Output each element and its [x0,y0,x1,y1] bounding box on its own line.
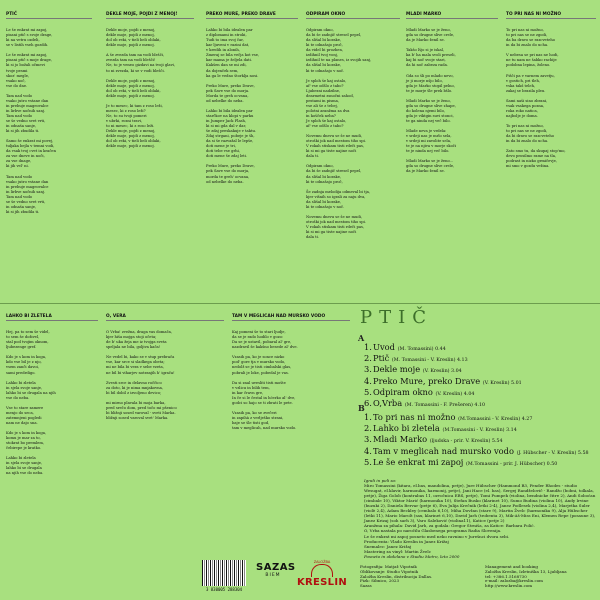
song-title: LAHKO BI ZLETELA [6,314,98,321]
side-a-label: A [358,333,365,343]
lyrics-column-mladi-marko [406,7,498,180]
lyrics-text: Lahko bi bila idealen par z diplomami in stroki, Tudi to ima svoj čar, kar ljuveni v razini dat, v kredih in alonih, Zmeraj se bila večja kot vse, kar mama je željela dati. Kakšen dan se mi zdi, da dojenček sem, ka ga le vedno štorklja nosi. Preko Mure, preko Drave, pek Save vse do morja. Morda te greh ocvana, od nebelke do neba. Lahko bi bila idealen par starčkov na klopi v parku in Jumper Jack Flash, ki si mi gda dal v dar, še zdaj preskakuje v taktu. Zdaj strgani, pobeje je šh, da si še razvažal le lepše, doti mene je tri, doti tebe vse grhi, doti mene še zdaj leti. Preko Mure, preko Drave, pek Save vse do morja, morda te greh' ocvana, od nebelke do neba. [206,28,260,184]
lyrics-column-ptic [6,7,92,220]
sazas-logo-sub: BIEM [265,573,281,578]
kreslin-logo-band: ZALOŽBA [313,560,331,564]
song-title: O, VERA [106,314,224,321]
lyrics-column-tam-v-meglicah [232,309,350,436]
barcode-icon [202,560,246,586]
lyrics-text: To pri nas ni možno, to pri nas se ne zgodi, da ba dravo se razcveteho in da bi znalo do ucha. V nebesa se pri nas ne hodi, ne tu nam ne šabko rachije podobna lepina, žoleno. Pišči pa v varnem zavetju, v gostich, pri tleh, vska takš teleh, zakaj se brazila pleu. Sami naši sino zbrani, vsak vsakega pozna, roka roko natica, najbolje je doma. To pri nas ni možno, to pri nas se ne zgodi, da bi dravo se razcveteho in da bi znalo do ucha. Zato smo tu, da skupaj stop'mo, devo prosilmo rame na tla, podrast in nizko grmičevje, mi smo v gozdu vežina. [506,28,566,169]
kreslin-note: Le še enkrat mi zapoj posneto med neko ravnino v Jurešnci dvora sebi. [364,533,510,539]
players-list: Miro Tomassini (kitara, el.bas, mandolina, petje), Jure Hübscher (Hammond B3, Fender Rhodes - studio Wesugat, el.klavir, harmonika, harmonij, petje), Jani Hace (el. bas), Sergej Randželovič - Randžo (bobni, tolkala, petje), Žiga Golob (kontrabas 11, ozvočnica EBS, petje), Tomi Pumpek (violina, bendnicke čitre 2), Andi Soboćan (cimbale 10), Viktor Marić (harmonika 10), Stefan Busko (klarinet 10), Sumo Budina (violina 10), Andy Irvine (buzuki 2), Daniela Bervar (petje 6), Eva Julija Krečnik (letki 2-4), Janez Podlesek (violina 2,4), Marjetka Suler (violè 2,4), Adam Beckley (cembalo 6,10), Miha Dovžan (stare 9), Martin Žvelc (harmonika 9), Alja Hübscher (letki 11), Mario Marolt (sax, klarinet 6,10), David Jarh (trobenta 3), Mik-Aš-Miss Eni, Klemen Repe (posaune 3), Janez Krizaj (soh sarh 3), Varo Saleković (violina11), Katice (petje 2) [364,483,596,524]
lyrics-column-o-vrba [106,309,224,426]
lyrics-text: Kaj pomeni še to stari ljudje, da se je rado hodilo v gozo: Da se je ustavil, pobaral al' gre, nazdravil še kakšno besede al' dve. Vzasih pa, ko je sonce nizko pod' gore tja v mursko vodo, nedolž se je tisti cimbalski glas, pobrali je loke, pobedal je vas. Da si znal uvesliti tisti mošte v vzlicu in bilih tem, in kar čravn gre, In če si le čestal in hćerko al' dve, godci so hajo se ti zbrati le pete. Vzasih pa, ko se zvečeri in zapihà z verlješko strani, baje se šle tisti god, tam v meglicah, nad mursko vodo. [232,330,298,431]
song-title: DEKLE MOJE, POJDI Z MENOJ! [106,12,194,19]
track-item: 2.Lahko bi zletela (M.Tomassini - V. Kreslin) 3.14 [364,423,517,434]
track-item: 1.To pri nas ni možno (M.Tomassini - V. Kreslin) 4.27 [364,412,533,422]
players-label: Igrali in peli so: [364,478,397,483]
production-credits: Fotografija: Matjaž Vipotnik Oblikovanje: Studio Vipotnik Založba Kreslin, distribucija Dallas. Fizk: Sibnico, 2023 Sazas [360,564,433,589]
management-contact: Management and booking Založba Kreslin, Izletniška 13, Ljubljana tel: +386.1.5168730 e-mail: zalozba@kreslin.com http://www.kreslin.com [485,564,567,589]
song-title: PTIČ [6,12,92,19]
track-item: 4.Preko Mure, preko Drave (V. Kreslin) 5.01 [364,375,522,386]
track-item: 2.Ptič (M. Tomassini - V. Kreslin) 4.13 [364,353,468,364]
lyrics-text: Mladi Marko se je ženo, gda so drugne slive crele, da je Marko ženil se. Takšo lšjo si je iskal, ka b' ha mala svoli preseli, kaj bi noč svoje stari, da hi noč zabeza rada. Gda so šli po mlado nevo, je ji morje nšjo bilo, gda je Marko stopil pelno, te je morje šle prek bšlo. Mladi Marko se je ženo, gda so drugne slive zhape, do kolena njemi bilo, gda je viktgin suvi stonci, te ga ninda nej več bilo. Mlade neva je vrdela: v srdeji nas je mrlo sela, v srdeji mi zavolite sela, te je na njiva v morje skoči te je ninda nej več bilo. Mladi Marko se je ženo... gda so drugne slive crele, da je Marko ženil se. [406,28,457,174]
kreslin-logo [297,560,347,592]
side-a-tracklist [364,343,594,410]
vrba-note: O, Vrba nastala po naročilu Glasbenega programa Radia Slovenija. [364,528,502,534]
lyrics-text: O Vrba! zvežna, draga vas domača, kjer hiša mojga stoji očeta; de b' uka žeja me iz tvojga sveta speljala ne bila, goljiva kača! Ne vedel bi, kako se v stup prebrača vse, kar srce si sladkega obeta; mi ne bila bi vera v sebe vzeta, ne bil bi viharjev notranjih h' igrača! Zvesti srce in delavno roččico za doto, ki je nima mnjakovna, bi bil dobil z izvoljeno devico; mi mirno plavala bi moja barka, pred srečo dom, pred točo mi pšenico bi bližnji sosed varoval - sveti Marka. bližnji sosed varoval svet' Marka. [106,330,177,420]
sazas-logo [256,562,296,578]
lyrics-text: Le še enkrat mi zapoj, pisani ptič s svoje drage, ki na vetru ozdeli, se v listih vseh gozdih. Le še enkrat mi zapoj, pisani ptič s moje drage, ki si jo božali očmevi tvoje pesmi skoz' megle, vsako noč, vse do dne. Tam nad vodo vsako jutro vstane dan in prebuje mageovalce in lirbve nočnih sanj. Tam nad vodo se še vedno svet vrti, in odnaša sanje, ki si jih zbudila ti. Samo še enkrat mi povej, tuljaka bejla v temni vodi, da vsak tvoj cvet in kračen za vse dneve in noči, za vse dnage, ki jih vel' ni. Tam nad vodo vsako jutro vstane dan in prebuje mageovalce in lirbve nočnih sanj. Tam nad vodo se še vedno svet vrti, in odnaša sanje, ki si jih zbudila ti. [6,28,56,214]
mastering-credit: Mastering za vinyl: Martin Žvelc [364,548,431,554]
lyrics-column-odpiram-okno [306,7,400,245]
recorder-credit: Snemalec: Janez Križaj [364,543,412,549]
barcode-number: 3 830005 288304 [205,587,243,592]
sazas-logo-text: SAZAS [256,562,296,573]
track-item: 1.Uvod (M. Tomassini) 0.44 [364,342,446,352]
lyrics-column-to-pri-nas [506,7,596,175]
lyrics-text: Dekle moje, pojdi z menoj, dekle moje, pojdi z menoj, dol ob reki, v tieli beli oblaki, dekle moje, pojdi z menoj. A še zvezda tam na vodi blešči, zvezda tam na vodi blešči! Ne, to je veneo gizdavi na tvoji glavi, to ni zvezda, ki se v vodi blešči. Dekle moje, pojdi z menoj, dekle moje, pojdi z menoj, dol ob reki, v tieli beli oblaki, dekle moje, pojdi z menoj. Je to mesec, ki tam z roso leži, mesec, ki z roso leži? Ne, to su tvoji pomeri v ubrki, rozni travi, to ni mesec, ki z roso leži. Dekle moje, pojdi z menoj, dekle moje, pojdi z menoj, dol ob reki, v tieli beli oblaki, dekle moje, pojdi z menoj. [106,28,176,149]
song-title: PREKO MURE, PREKO DRAVE [206,12,298,19]
side-b-tracklist [364,413,594,469]
arrangements-credit: Aranžma za pihala: David Jarh, za godala: Gregor Strniša, za Katice: Barbara Polić. [364,523,535,529]
lyrics-text: Odpiram okno, da bi še zadnjič stresel pepel, da slišal bi korake, ki te odnašajo proč, da videl bi prozhen, izdihnil tvoj vonj, izdihnil te na planes, iz svojih sanj, da slišal bi korake, ki te odnašajo v noč. Je sploh še kaj ostalo, af' vse odšlo z tabo? Ljubezni nadzilne, dearmetni zsnočni zahod, pestami in pisma, vse ali še z tebej, polotni aranžma za dva in košček neba? Je sploh še kaj ostalo, af' vse odšlo z tabo? Novemu dnevu se še ne mudi, otroški jok nad mestom tiho spi. V rokah stiskam tisti rdeči pas, ki si mi ga tiste najine noči dala ti. Odpiram okno, da bi še zadnjič stresel pepel, da slišal bi korake, ki te odnašajo proč, Še zadnja melodija odmeval bi tja, kjer višnih so igrali za naju dva, da slišal bi korake, ki te odnašajo v noč. Novemu dnevu se še ne mudi, otroški jok nad mestom tiho spi. V rokah stiskam tisti rdeči pas, ki si mi ga tiste najine noči dala ti. [306,28,372,240]
side-b-label: B [358,403,365,413]
kreslin-logo-text: KRESLIN [297,577,348,588]
song-title: MLADI MARKO [406,12,498,19]
lyrics-column-lahko-bi-zletela [6,309,98,482]
track-item: 5.Le še enkrat mi zapoj (M.Tomassini - prir. J. Hübscher) 0.50 [364,456,558,467]
track-item: 6.O,Vrba (M. Tomassini - F. Prešeren) 4.10 [364,398,486,409]
track-item: 3.Mladi Marko (ljudska - prir. V. Kreslin) 5.54 [364,434,503,445]
song-title: TO PRI NAS NI MOŽNO [506,12,596,19]
lyrics-column-preko-mure [206,7,298,190]
lyrics-column-dekle-moje [106,7,194,154]
song-title: ODPIRAM OKNO [306,12,400,19]
track-item: 4.Tam v meglicah nad mursko vodo (J. Hübscher - V. Kreslin) 5.58 [364,445,589,456]
lyrics-text: Hej, pa to sem še videl, to sem še doživel, stal pod tvojim oknom, ljubezenge gref. Kdo je s kom in koga, kdo vse bil je z njo, vsem zanči davoi, sami predrdigo. Lahko bi zletela in sjela svoje sanje, lahko bi se drugala na njih vse do neba. Vse to stare zamere menjo do seca, zatemnjeni pogledi nam ne dajo sna. Kdo je s kom in koga, komu je mar za to, stokrat bo premlem, čebirepe je kratko. Lahko bi zletela in sjela svoje sanje, lahko bi se drugala na njih vse do neba. [6,330,56,476]
divider [0,303,600,304]
kreslin-arch-icon [311,564,333,577]
studio-credit: Posneto in obdelano v Studiu Metro, leto 2000 [364,553,460,559]
track-item: 3.Dekle moje (V. Kreslin) 3.04 [364,364,462,375]
song-title: TAM V MEGLICAH NAD MURSKO VODO [232,314,350,321]
album-title: PTIČ [360,307,433,328]
credits-block [364,478,596,559]
producers-credit: Producenta: Vlado Kreslin in Janez Križaj [364,538,449,544]
track-item: 5.Odpiram okno (V. Kreslin) 4.04 [364,386,475,397]
